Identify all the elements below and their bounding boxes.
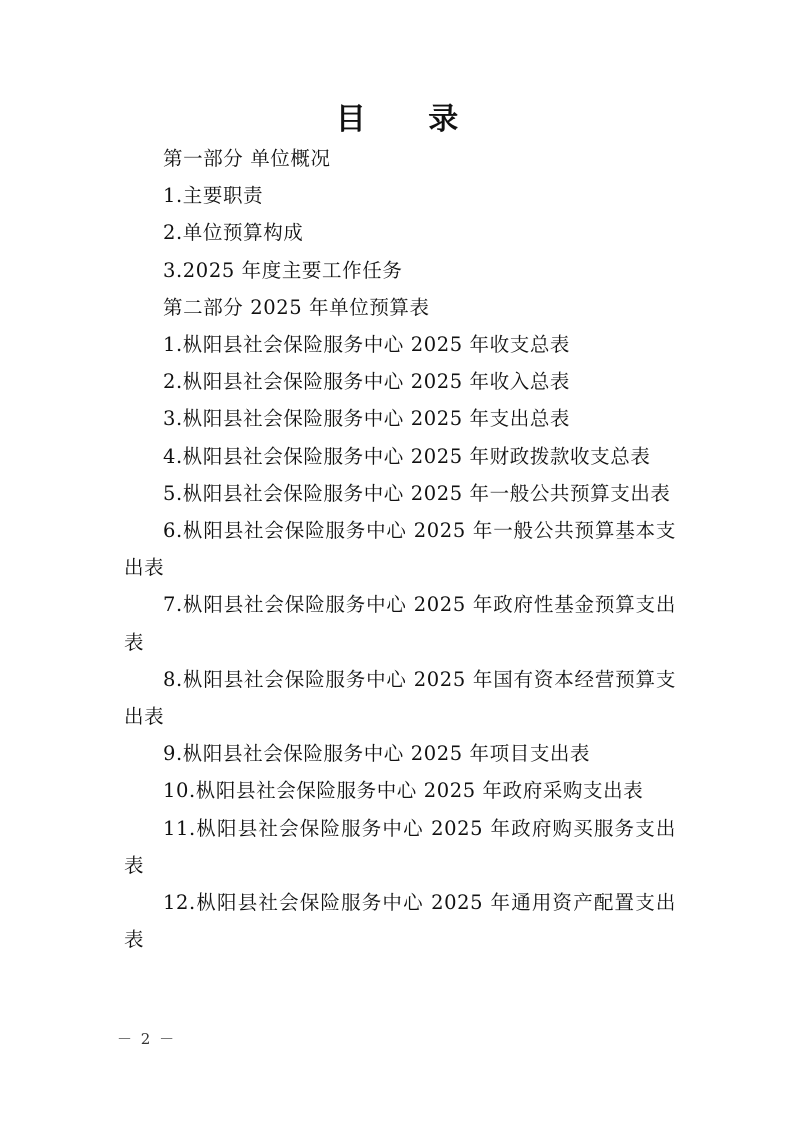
- toc-item: 2.枞阳县社会保险服务中心 2025 年收入总表: [163, 370, 571, 394]
- toc-item: 第一部分 单位概况: [163, 147, 331, 170]
- toc-item: 3.枞阳县社会保险服务中心 2025 年支出总表: [163, 407, 571, 431]
- toc-item: 第二部分 2025 年单位预算表: [163, 295, 430, 319]
- toc-item: 9.枞阳县社会保险服务中心 2025 年项目支出表: [163, 742, 591, 766]
- toc-item: 10.枞阳县社会保险服务中心 2025 年政府采购支出表: [163, 779, 644, 803]
- toc-item: 12.枞阳县社会保险服务中心 2025 年通用资产配置支出表: [124, 891, 676, 952]
- toc-item: 6.枞阳县社会保险服务中心 2025 年一般公共预算基本支出表: [124, 519, 676, 580]
- toc-item: 7.枞阳县社会保险服务中心 2025 年政府性基金预算支出表: [124, 593, 676, 654]
- toc-item: 8.枞阳县社会保险服务中心 2025 年国有资本经营预算支出表: [124, 667, 676, 729]
- toc-item: 1.枞阳县社会保险服务中心 2025 年收支总表: [163, 333, 571, 357]
- toc-item: 5.枞阳县社会保险服务中心 2025 年一般公共预算支出表: [163, 481, 671, 505]
- toc-item: 1.主要职责: [163, 184, 264, 208]
- page-title: 目 录: [335, 102, 485, 137]
- toc-item: 11.枞阳县社会保险服务中心 2025 年政府购买服务支出表: [124, 816, 676, 877]
- page-number: － 2 －: [117, 1030, 177, 1048]
- toc-item: 3.2025 年度主要工作任务: [163, 258, 403, 282]
- toc-item: 4.枞阳县社会保险服务中心 2025 年财政拨款收支总表: [163, 444, 651, 468]
- table-of-contents: [124, 140, 676, 958]
- toc-item: 2.单位预算构成: [163, 221, 304, 245]
